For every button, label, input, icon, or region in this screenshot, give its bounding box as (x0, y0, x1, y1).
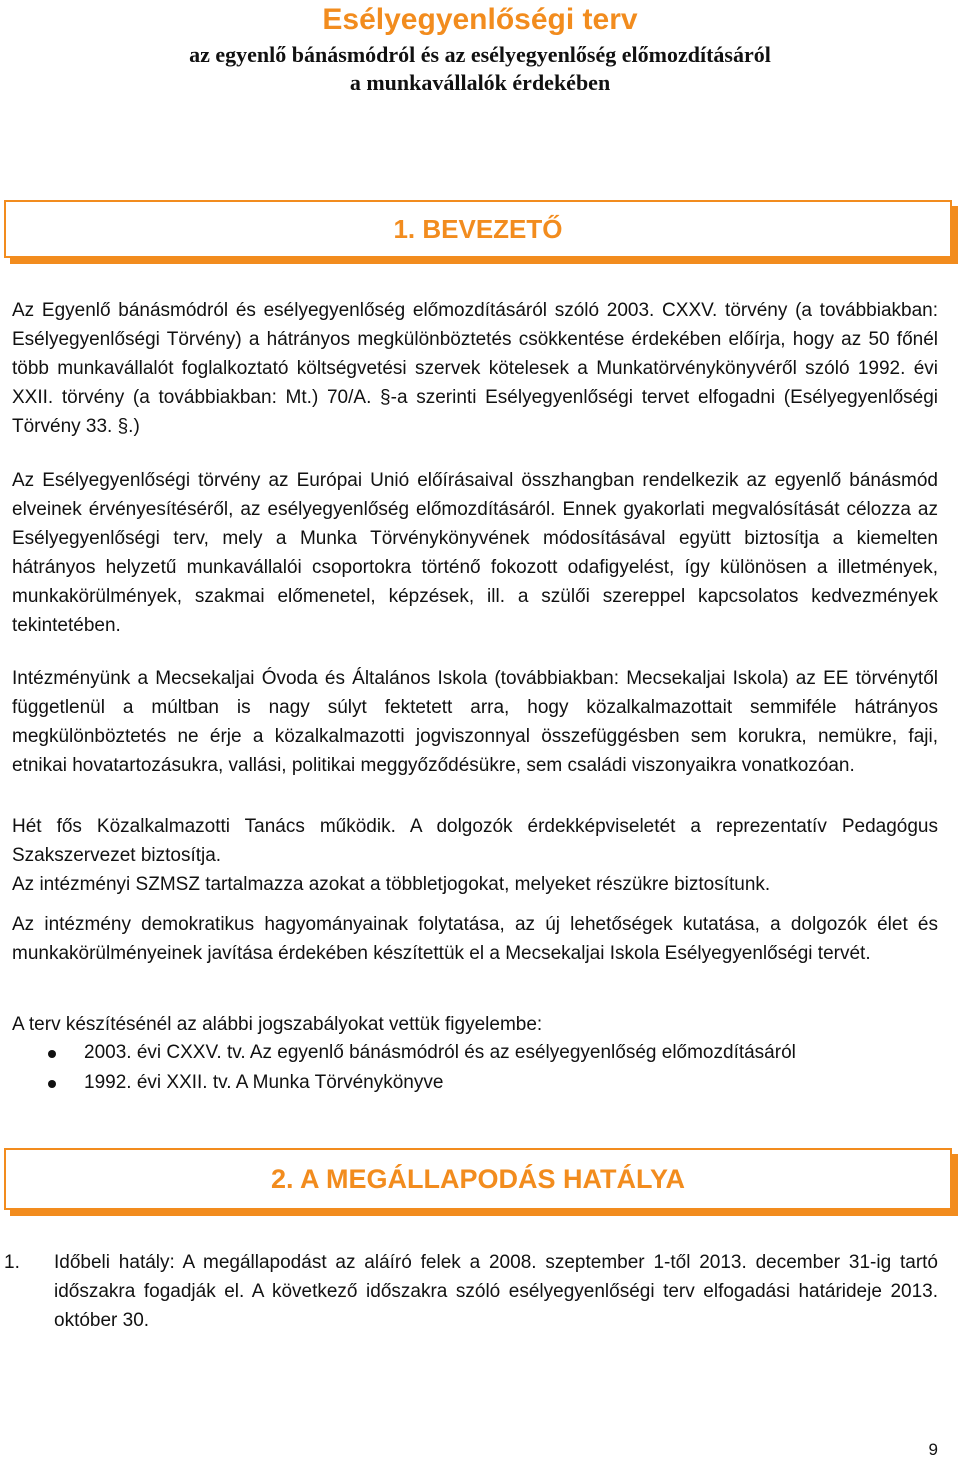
list-item-text: 1992. évi XXII. tv. A Munka Törvénykönyve (84, 1072, 444, 1093)
bullet-icon (48, 1080, 56, 1088)
section-heading-2: 2. A MEGÁLLAPODÁS HATÁLYA (270, 1163, 686, 1194)
paragraph-legislation-intro: A terv készítésénél az alábbi jogszabályokat vettük figyelembe: (12, 1014, 543, 1035)
document-subtitle-line2: a munkavállalók érdekében (349, 70, 611, 95)
list-item-text: 2003. évi CXXV. tv. Az egyenlő bánásmódról és az esélyegyenlőség előmozdításáról (84, 1042, 796, 1063)
numbered-item-text: Időbeli hatály: A megállapodást az aláíró felek a 2008. szeptember 1-től 2013. december 31-ig tartó időszakra fogadják el. A következő időszakra szóló esélyegyenlőségi terv elfogadási határideje 2013. október 30. (54, 1252, 938, 1331)
paragraph-institution: Intézményünk a Mecsekaljai Óvoda és Általános Iskola (továbbiakban: Mecsekaljai Iskola) az EE törvénytől függetlenül a múltban is nagy súlyt fektetett arra, hogy közalkalmazottait semmiféle hátrányos megkülönböztetés ne érje a közalkalmazotti jogviszonnyal összefüggésben sem korukra, nemükre, faji, etnikai hovatartozásukra, vallási, politikai meggyőződésükre, sem családi viszonyaikra vonatkozóan. (12, 668, 938, 776)
bullet-icon (48, 1050, 56, 1058)
numbered-item-number: 1. (4, 1252, 20, 1273)
paragraph-szmsz: Az intézményi SZMSZ tartalmazza azokat a többletjogokat, melyeket részükre biztosítunk. (12, 874, 771, 895)
paragraph-council: Hét fős Közalkalmazotti Tanács működik. A dolgozók érdekképviseletét a reprezentatív Pedagógus Szakszervezet biztosítja. (12, 816, 938, 866)
document-subtitle-line1: az egyenlő bánásmódról és az esélyegyenlőség előmozdításáról (189, 42, 771, 67)
section-heading-1: 1. BEVEZETŐ (393, 213, 563, 244)
paragraph-democratic: Az intézmény demokratikus hagyományainak folytatása, az új lehetőségek kutatása, a dolgozók élet és munkakörülményeinek javítása érdekében készítettük el a Mecsekaljai Iskola Esélyegyenlőségi tervét. (12, 914, 938, 964)
paragraph-intro-law: Az Egyenlő bánásmódról és esélyegyenlőség előmozdításáról szóló 2003. CXXV. törvény (a továbbiakban: Esélyegyenlőségi Törvény) a hátrányos megkülönböztetés csökkentése érdekében előírja, hogy az 50 főnél több munkavállalót foglalkoztató költségvetési szervek kötelesek a Munkatörvénykönyvéről szóló 1992. évi XXII. törvény (a továbbiakban: Mt.) 70/A. §-a szerinti Esélyegyenlőségi tervet elfogadni (Esélyegyenlőségi Törvény 33. §.) (12, 300, 938, 437)
legislation-list (12, 1038, 938, 1098)
list-item (12, 1068, 938, 1098)
paragraph-eu-compliance: Az Esélyegyenlőségi törvény az Európai Unió előírásaival összhangban rendelkezik az egyenlő bánásmód elveinek érvényesítéséről, az esélyegyenlőség előmozdításáról. Ennek gyakorlati megvalósítását célozza az Esélyegyenlőségi terv, mely a Munka Törvénykönyvének módosításával együtt biztosítja a kiemelten hátrányos helyzetű munkavállalói csoportokra történő fokozott odafigyelést, így különösen a illetmények, munkakörülmények, szakmai előmenetel, képzések, ill. a szülői szereppel kapcsolatos kedvezmények tekintetében. (12, 470, 938, 636)
page-number: 9 (928, 1440, 938, 1459)
section-heading-box-2 (4, 1148, 952, 1210)
numbered-item (0, 1248, 938, 1335)
list-item (12, 1038, 938, 1068)
section-heading-box-1 (4, 200, 952, 258)
document-title: Esélyegyenlőségi terv (322, 3, 638, 36)
